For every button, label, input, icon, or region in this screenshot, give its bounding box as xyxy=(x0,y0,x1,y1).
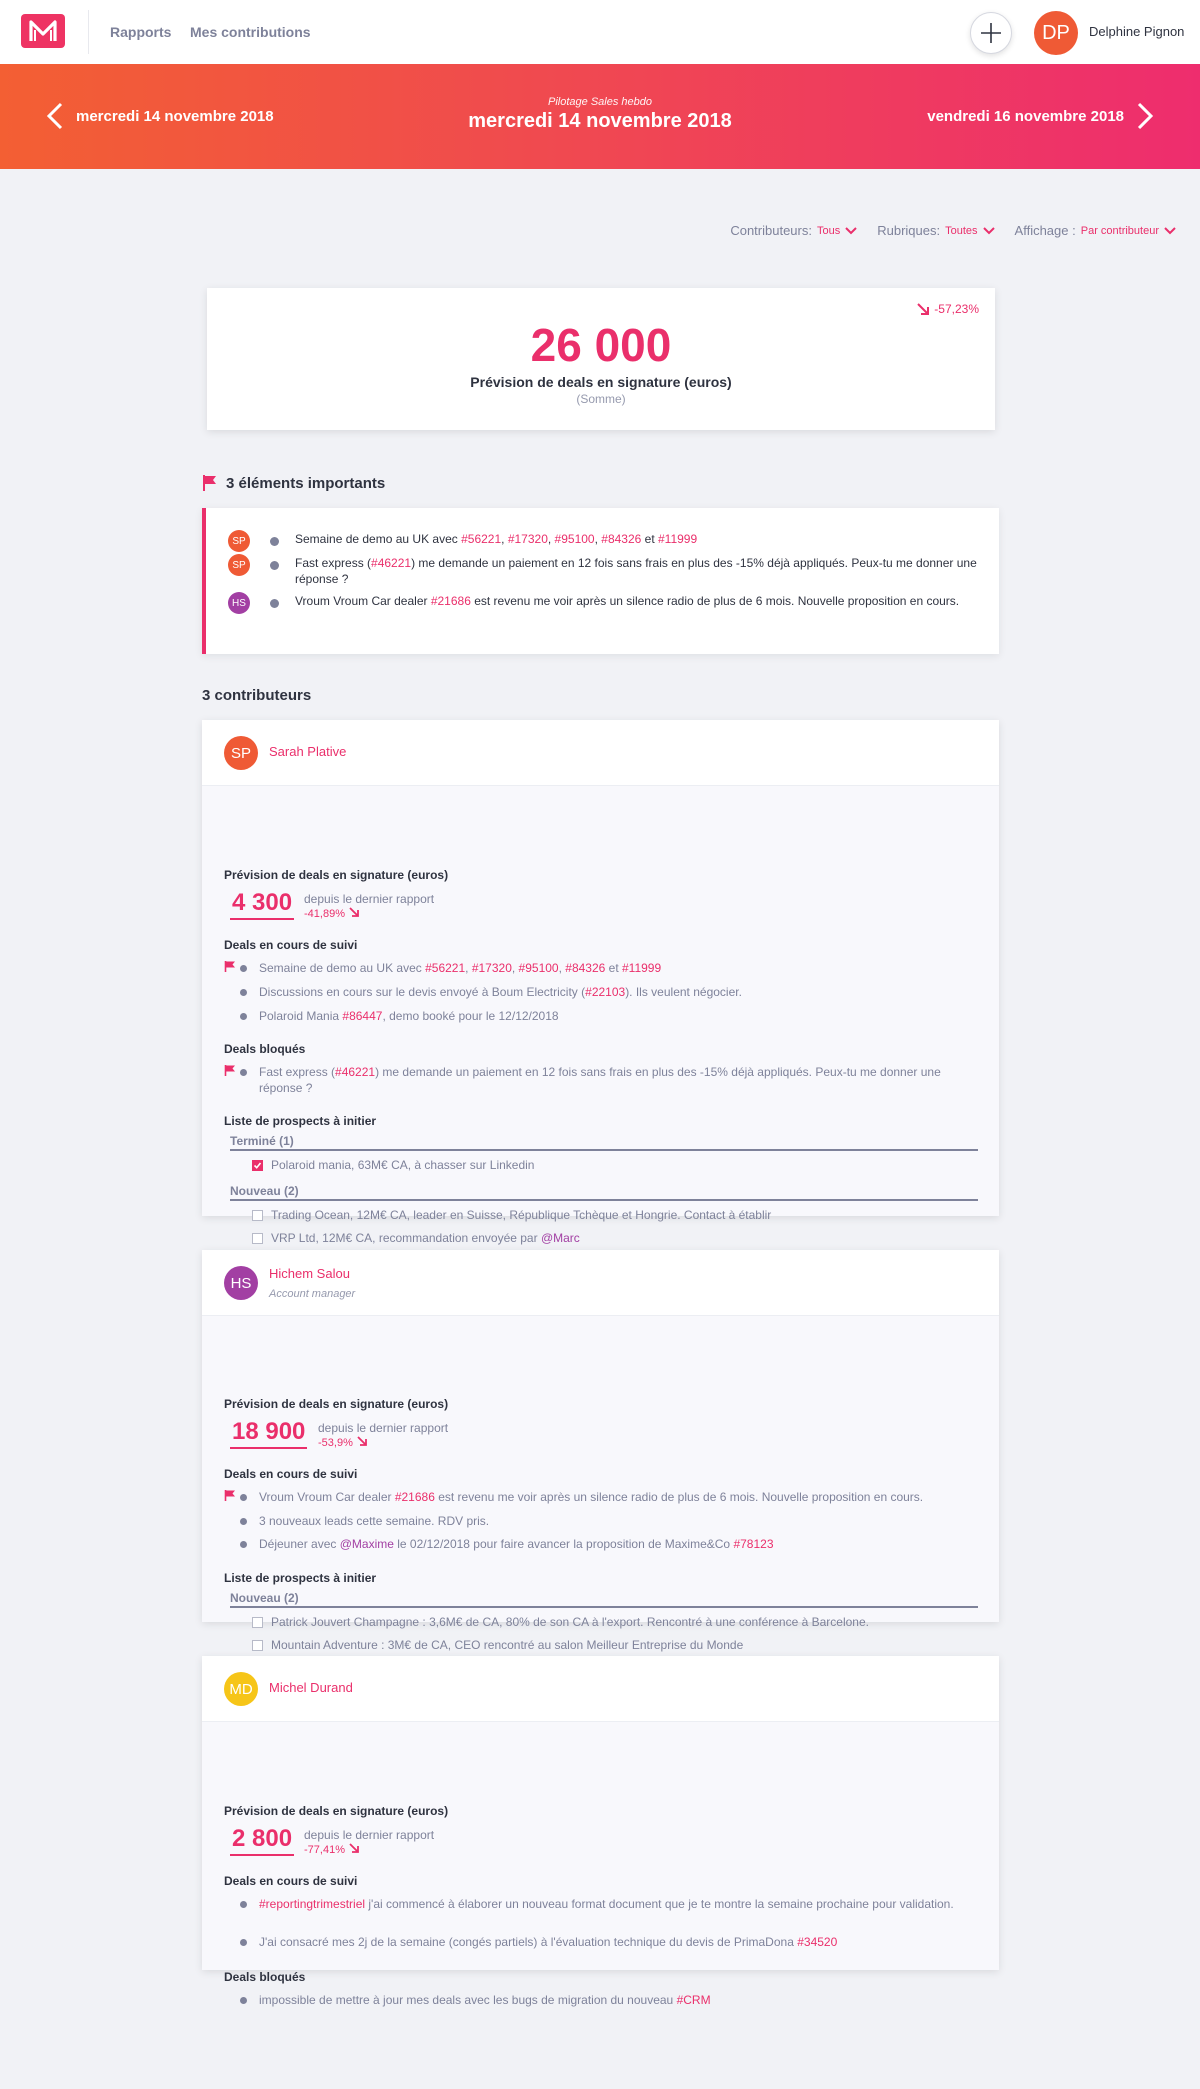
bullet-dot xyxy=(240,989,247,996)
chevron-down-icon xyxy=(845,227,857,235)
checkbox-icon[interactable] xyxy=(252,1160,263,1171)
reference-link[interactable]: #86447 xyxy=(342,1009,383,1023)
contributor-card xyxy=(202,1250,999,1652)
prospect-text xyxy=(271,1615,869,1629)
card-header xyxy=(202,720,999,786)
deal-text xyxy=(259,1008,559,1024)
reference-link[interactable]: #84326 xyxy=(601,532,642,546)
checkbox-icon[interactable] xyxy=(252,1617,263,1628)
important-list xyxy=(202,508,999,654)
kpi-trend-value: -57,23% xyxy=(934,302,979,316)
text-segment: , demo booké pour le 12/12/2018 xyxy=(382,1009,559,1023)
text-segment: , xyxy=(594,532,602,546)
ongoing-deals-label: Deals en cours de suivi xyxy=(224,1874,358,1888)
contributor-avatar[interactable]: HS xyxy=(228,592,250,614)
forecast-value: 18 900 xyxy=(230,1419,307,1449)
deal-item xyxy=(240,1008,980,1024)
bullet-dot xyxy=(270,561,279,570)
prospect-text xyxy=(271,1231,580,1245)
reference-link[interactable]: #95100 xyxy=(518,961,559,975)
reference-link[interactable]: #78123 xyxy=(733,1537,774,1551)
forecast-value: 4 300 xyxy=(230,890,294,920)
deal-item xyxy=(240,1896,980,1912)
filter-value: Tous xyxy=(816,224,841,237)
bullet-dot xyxy=(240,965,247,972)
forecast-change xyxy=(304,1828,434,1858)
contributor-card xyxy=(202,1656,999,2007)
text-segment: VRP Ltd, 12M€ CA, recommandation envoyée par xyxy=(271,1231,541,1245)
since-label: depuis le dernier rapport xyxy=(304,1828,435,1842)
reference-link[interactable]: #reportingtrimestriel xyxy=(259,1897,366,1911)
bullet-dot xyxy=(240,1997,247,2004)
reference-link[interactable]: #17320 xyxy=(507,532,548,546)
text-segment: Polaroid mania, 63M€ CA, à chasser sur Linkedin xyxy=(271,1158,535,1172)
forecast-label: Prévision de deals en signature (euros) xyxy=(224,1397,449,1411)
deal-text xyxy=(259,960,661,976)
text-segment: Patrick Jouvert Champagne : 3,6M€ de CA, 80% de son CA à l'export. Rencontré à une conférence à Barcelone. xyxy=(271,1615,869,1629)
checkbox-icon[interactable] xyxy=(252,1640,263,1651)
reference-link[interactable]: #21686 xyxy=(394,1490,435,1504)
filter-label: Affichage : xyxy=(1014,223,1076,238)
important-item xyxy=(228,592,985,614)
plus-icon xyxy=(978,20,1004,46)
reference-link[interactable]: #21686 xyxy=(430,594,471,608)
reference-link[interactable]: #84326 xyxy=(565,961,606,975)
add-button[interactable] xyxy=(970,12,1012,54)
previous-date: mercredi 14 novembre 2018 xyxy=(76,107,274,125)
text-segment: et xyxy=(605,961,622,975)
trend-value: -53,9% xyxy=(318,1437,353,1449)
text-segment: Semaine de demo au UK avec xyxy=(259,961,426,975)
contributors-title: 3 contributeurs xyxy=(202,687,312,704)
kpi-card xyxy=(207,288,995,430)
reference-link[interactable]: #46221 xyxy=(335,1065,376,1079)
reference-link[interactable]: #56221 xyxy=(425,961,466,975)
prospect-group-header[interactable]: Terminé (1) xyxy=(230,1134,978,1151)
text-segment: Fast express ( xyxy=(259,1065,336,1079)
kpi-value: 26 000 xyxy=(530,319,672,371)
text-segment: est revenu me voir après un silence radio de plus de 6 mois. Nouvelle proposition en cours. xyxy=(434,1490,924,1504)
trend-down-icon xyxy=(356,1435,368,1451)
contributor-name[interactable]: Sarah Plative xyxy=(269,744,347,759)
reference-link[interactable]: #17320 xyxy=(471,961,512,975)
top-nav xyxy=(0,0,1200,64)
user-avatar[interactable]: DP xyxy=(1034,11,1078,55)
filter-rubriques[interactable] xyxy=(877,223,994,238)
forecast-change xyxy=(318,1421,448,1451)
report-date-title: mercredi 14 novembre 2018 xyxy=(468,110,732,132)
prospects-label: Liste de prospects à initier xyxy=(224,1114,377,1128)
text-segment: J'ai consacré mes 2j de la semaine (congés partiels) à l'évaluation technique du devis de PrimaDona xyxy=(259,1935,798,1949)
text-segment: Trading Ocean, 12M€ CA, leader en Suisse, République Tchèque et Hongrie. Contact à établir xyxy=(271,1208,772,1222)
deal-item xyxy=(240,960,980,976)
ongoing-deals-label: Deals en cours de suivi xyxy=(224,1467,358,1481)
text-segment: Polaroid Mania xyxy=(259,1009,343,1023)
checkbox-icon[interactable] xyxy=(252,1210,263,1221)
flag-icon xyxy=(224,1064,236,1080)
contributor-name[interactable]: Hichem Salou xyxy=(269,1266,350,1281)
deal-text xyxy=(259,1513,489,1529)
text-segment: , xyxy=(501,532,508,546)
text-segment: , xyxy=(511,961,519,975)
text-segment: j'ai commencé à élaborer un nouveau format document que je te montre la semaine prochaine pour validation. xyxy=(365,1897,954,1911)
prospect-item xyxy=(252,1615,869,1629)
bullet-dot xyxy=(240,1494,247,1501)
bullet-dot xyxy=(240,1069,247,1076)
text-segment: le 02/12/2018 pour faire avancer la proposition de Maxime&Co xyxy=(393,1537,734,1551)
deal-item xyxy=(240,1934,980,1950)
filter-value: Toutes xyxy=(945,224,978,237)
deal-text xyxy=(259,1064,980,1096)
forecast-trend xyxy=(304,906,434,922)
bullet-dot xyxy=(240,1518,247,1525)
reference-link[interactable]: #46221 xyxy=(371,556,412,570)
logo-icon[interactable] xyxy=(21,14,65,48)
prospect-text xyxy=(271,1638,743,1652)
deal-text xyxy=(259,1992,711,2008)
deal-text xyxy=(259,984,742,1000)
prospect-text xyxy=(271,1208,771,1222)
flag-icon xyxy=(202,474,218,492)
contributor-avatar[interactable]: MD xyxy=(224,1672,258,1706)
important-item-text xyxy=(295,592,985,609)
trend-down-icon xyxy=(348,1842,360,1858)
next-date: vendredi 16 novembre 2018 xyxy=(927,107,1124,125)
filter-label: Contributeurs: xyxy=(730,223,812,238)
forecast-change xyxy=(304,892,434,922)
text-segment: , xyxy=(558,961,566,975)
trend-down-icon xyxy=(348,906,360,922)
deal-text xyxy=(259,1536,774,1552)
nav-divider xyxy=(88,10,89,54)
filter-affichage[interactable] xyxy=(1015,223,1176,238)
chevron-down-icon xyxy=(983,227,995,235)
card-header xyxy=(202,1250,999,1316)
prospect-group-header[interactable]: Nouveau (2) xyxy=(230,1591,978,1608)
important-section-title xyxy=(202,474,385,492)
blocked-deal-item xyxy=(240,1992,980,2008)
prospect-group-header[interactable]: Nouveau (2) xyxy=(230,1184,978,1201)
text-segment: Semaine de demo au UK avec xyxy=(295,532,462,546)
important-item-text xyxy=(295,554,985,587)
chevron-down-icon xyxy=(1164,227,1176,235)
text-segment: , xyxy=(547,532,555,546)
bullet-dot xyxy=(240,1939,247,1946)
contributor-card xyxy=(202,720,999,1245)
contributor-role: Account manager xyxy=(269,1288,356,1300)
forecast-label: Prévision de deals en signature (euros) xyxy=(224,868,449,882)
flag-icon xyxy=(224,960,236,976)
nav-link-rapports[interactable]: Rapports xyxy=(110,24,172,40)
deal-item xyxy=(240,1513,980,1529)
text-segment: Mountain Adventure : 3M€ de CA, CEO rencontré au salon Meilleur Entreprise du Monde xyxy=(271,1638,744,1652)
text-segment: 3 nouveaux leads cette semaine. RDV pris. xyxy=(259,1514,490,1528)
contributor-avatar[interactable]: SP xyxy=(228,530,250,552)
text-segment: Déjeuner avec xyxy=(259,1537,340,1551)
deal-item xyxy=(240,1489,980,1505)
deal-text xyxy=(259,1489,923,1505)
bullet-dot xyxy=(240,1901,247,1908)
ongoing-deals-label: Deals en cours de suivi xyxy=(224,938,358,952)
text-segment: ) me demande un paiement en 12 fois sans frais en plus des -15% déjà appliqués. Peux-tu me donner une réponse ? xyxy=(295,556,977,586)
contributor-avatar[interactable]: HS xyxy=(224,1266,258,1300)
bullet-dot xyxy=(240,1013,247,1020)
card-header xyxy=(202,1656,999,1722)
kpi-label: Prévision de deals en signature (euros) xyxy=(470,374,732,390)
deal-item xyxy=(240,1536,980,1552)
filter-label: Rubriques: xyxy=(877,223,941,238)
text-segment: Vroum Vroum Car dealer xyxy=(295,594,431,608)
date-banner xyxy=(0,64,1200,169)
contributor-avatar[interactable]: SP xyxy=(224,736,258,770)
prospects-label: Liste de prospects à initier xyxy=(224,1571,377,1585)
reference-link[interactable]: #95100 xyxy=(554,532,595,546)
text-segment: , xyxy=(465,961,472,975)
deal-text xyxy=(259,1896,954,1912)
important-item xyxy=(228,554,985,587)
reference-link[interactable]: #11999 xyxy=(622,961,662,975)
contributor-avatar[interactable]: SP xyxy=(228,554,250,576)
trend-value: -77,41% xyxy=(304,1844,345,1856)
text-segment: Fast express ( xyxy=(295,556,372,570)
prospect-item xyxy=(252,1638,743,1652)
blocked-deals-label: Deals bloqués xyxy=(224,1042,306,1056)
bullet-dot xyxy=(240,1541,247,1548)
important-item-text xyxy=(295,530,985,547)
contributor-name[interactable]: Michel Durand xyxy=(269,1680,353,1695)
trend-down-icon xyxy=(916,302,930,316)
report-subtitle: Pilotage Sales hebdo xyxy=(548,96,652,108)
filter-contributeurs[interactable] xyxy=(730,223,857,238)
kpi-trend xyxy=(916,302,979,316)
since-label: depuis le dernier rapport xyxy=(304,892,435,906)
important-title: 3 éléments importants xyxy=(226,474,386,492)
reference-link[interactable]: #CRM xyxy=(676,1993,711,2007)
text-segment: Discussions en cours sur le devis envoyé à Boum Electricity ( xyxy=(259,985,586,999)
reference-link[interactable]: @Marc xyxy=(540,1231,580,1245)
reference-link[interactable]: @Maxime xyxy=(339,1537,394,1551)
text-segment: ) me demande un paiement en 12 fois sans frais en plus des -15% déjà appliqués. Peux-tu me donner une réponse ? xyxy=(259,1065,941,1095)
next-report-link[interactable] xyxy=(927,102,1154,130)
forecast-trend xyxy=(304,1842,434,1858)
since-label: depuis le dernier rapport xyxy=(318,1421,449,1435)
user-name[interactable]: Delphine Pignon xyxy=(1089,24,1185,39)
filter-value: Par contributeur xyxy=(1080,224,1159,237)
forecast-trend xyxy=(318,1435,448,1451)
bullet-dot xyxy=(270,537,279,546)
nav-link-mes-contributions[interactable]: Mes contributions xyxy=(190,24,311,40)
blocked-deals-label: Deals bloqués xyxy=(224,1970,306,1984)
blocked-deal-item xyxy=(240,1064,980,1096)
deal-text xyxy=(259,1934,837,1950)
text-segment: impossible de mettre à jour mes deals avec les bugs de migration du nouveau xyxy=(259,1993,677,2007)
flag-icon xyxy=(224,1489,236,1505)
reference-link[interactable]: #56221 xyxy=(461,532,502,546)
prospect-item xyxy=(252,1208,771,1222)
bullet-dot xyxy=(270,599,279,608)
prospect-item xyxy=(252,1231,580,1245)
chevron-right-icon xyxy=(1136,102,1154,130)
reference-link[interactable]: #34520 xyxy=(797,1935,838,1949)
reference-link[interactable]: #22103 xyxy=(585,985,626,999)
text-segment: est revenu me voir après un silence radio de plus de 6 mois. Nouvelle proposition en cours. xyxy=(470,594,960,608)
filters-bar xyxy=(730,223,1176,238)
prospect-item xyxy=(252,1158,534,1172)
text-segment: et xyxy=(641,532,658,546)
text-segment: Vroum Vroum Car dealer xyxy=(259,1490,395,1504)
reference-link[interactable]: #11999 xyxy=(658,532,698,546)
trend-value: -41,89% xyxy=(304,908,345,920)
important-item xyxy=(228,530,985,552)
checkbox-icon[interactable] xyxy=(252,1233,263,1244)
text-segment: ). Ils veulent négocier. xyxy=(625,985,742,999)
prospect-text xyxy=(271,1158,534,1172)
kpi-aggregation: (Somme) xyxy=(576,392,626,406)
forecast-value: 2 800 xyxy=(230,1826,294,1856)
deal-item xyxy=(240,984,980,1000)
forecast-label: Prévision de deals en signature (euros) xyxy=(224,1804,449,1818)
